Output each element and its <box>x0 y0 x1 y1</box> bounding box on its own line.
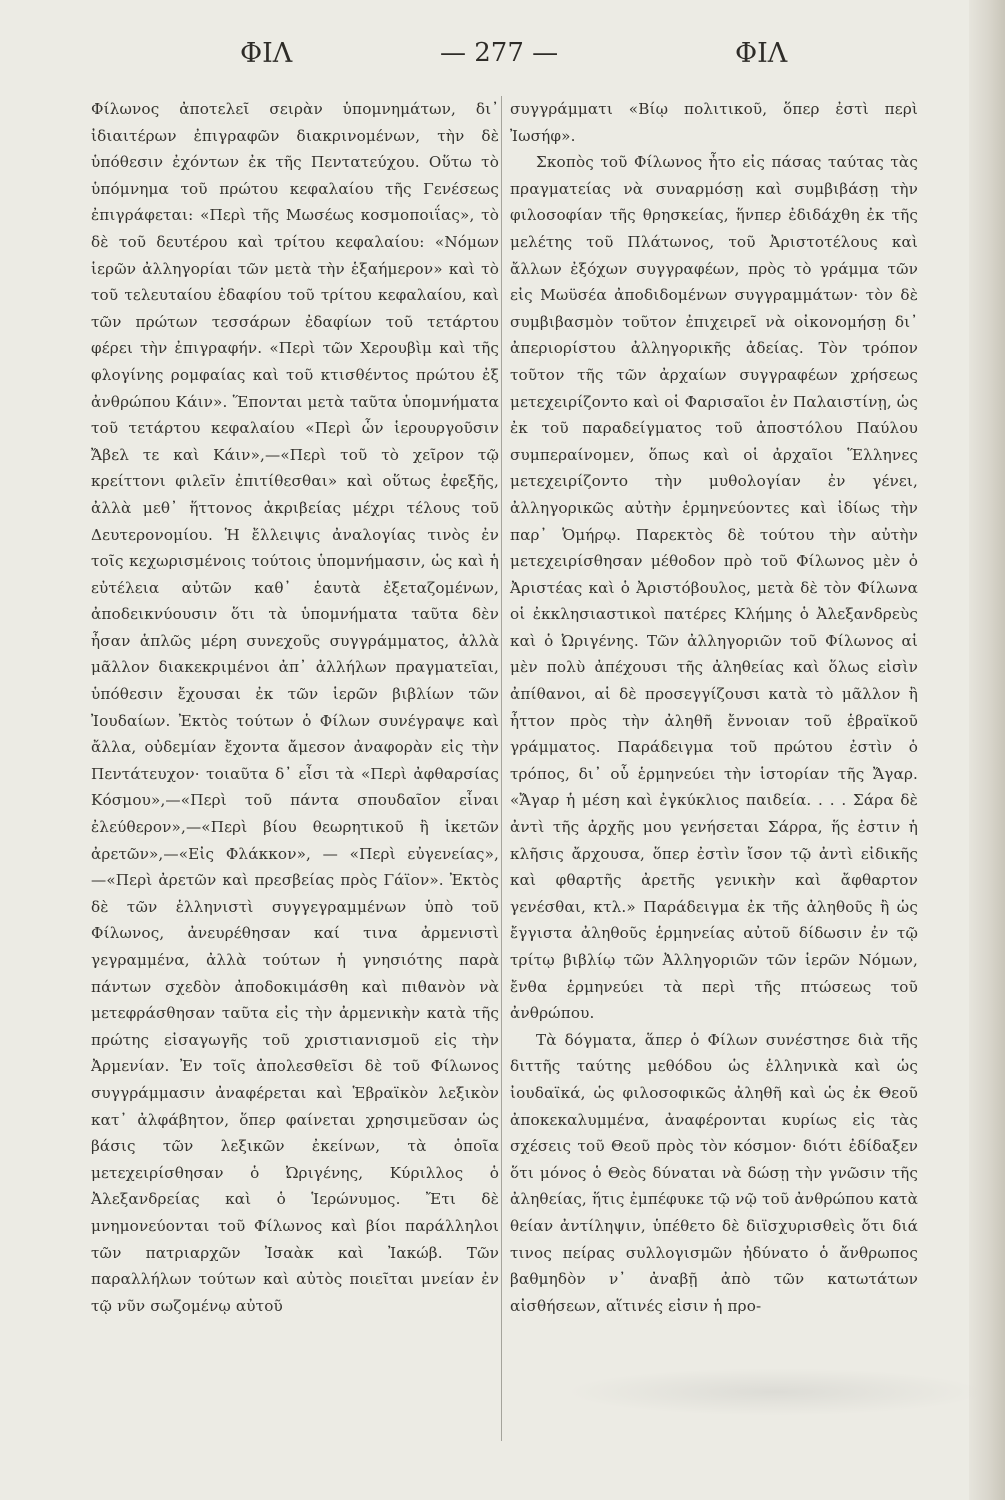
right-paragraph-2: Σκοπὸς τοῦ Φίλωνος ἦτο εἰς πάσας ταύτας τὰς πραγματείας νὰ συναρμόσῃ καὶ συμβιβάσῃ τὴν φιλοσοφίαν τῆς θρησκείας, ἥνπερ ἐδιδάχθη ἐκ τῆς μελέτης τοῦ Πλάτωνος, τοῦ Ἀριστοτέλους καὶ ἄλλων ἐξόχων συγγραφέων, πρὸς τὸ γράμμα τῶν εἰς Μωϋσέα ἀποδιδομένων συγγραμμάτων· τὸν δὲ συμβιβασμὸν τοῦτον ἐπιχειρεῖ νὰ οἰκονομήσῃ δι᾿ ἀπεριορίστου ἀλληγορικῆς ἀδείας. Τὸν τρόπον τοῦτον τῆς τῶν ἀρχαίων συγγραφέων χρήσεως μετεχειρίζοντο καὶ οἱ Φαρισαῖοι ἐν Παλαιστίνῃ, ὡς ἐκ τοῦ παραδείγματος τοῦ ἀποστόλου Παύλου συμπεραίνομεν, ὅπως καὶ οἱ ἀρχαῖοι Ἕλληνες μετεχειρίζοντο τὴν μυθολογίαν ἐν γένει, ἀλληγορικῶς αὐτὴν ἑρμηνεύοντες καὶ ἰδίως τὴν παρ᾿ Ὁμήρῳ. Παρεκτὸς δὲ τούτου τὴν αὐτὴν μετεχειρίσθησαν μέθοδον πρὸ τοῦ Φίλωνος μὲν ὁ Ἀριστέας καὶ ὁ Ἀριστόβουλος, μετὰ δὲ τὸν Φίλωνα οἱ ἐκκλησιαστικοὶ πατέρες Κλήμης ὁ Ἀλεξανδρεὺς καὶ ὁ Ὠριγένης. Τῶν ἀλληγοριῶν τοῦ Φίλωνος αἱ μὲν πολὺ ἀπέχουσι τῆς ἀληθείας καὶ ὅλως εἰσὶν ἀπίθανοι, αἱ δὲ προσεγγίζουσι κατὰ τὸ μᾶλλον ἢ ἧττον πρὸς τὴν ἀληθῆ ἔννοιαν τοῦ ἑβραϊκοῦ γράμματος. Παράδειγμα τοῦ πρώτου ἐστὶν ὁ τρόπος, δι᾿ οὗ ἑρμηνεύει τὴν ἱστορίαν τῆς Ἄγαρ. «Ἄγαρ ἡ μέση καὶ ἐγκύκλιος παιδεία. . . . Σάρα δὲ ἀντὶ τῆς ἀρχῆς μου γενήσεται Σάρρα, ἥς ἐστιν ἡ κλῆσις ἄρχουσα, ὅπερ ἐστὶν ἴσον τῷ ἀντὶ εἰδικῆς καὶ φθαρτῆς ἀρετῆς γενικὴν καὶ ἄφθαρτον γενέσθαι, κτλ.» Παράδειγμα ἐκ τῆς ἀληθοῦς ἢ ὡς ἔγγιστα ἀληθοῦς ἑρμηνείας αὐτοῦ δίδωσιν ἐν τῷ τρίτῳ βιβλίῳ τῶν Ἀλληγοριῶν τῶν ἱερῶν Νόμων, ἔνθα ἑρμηνεύει τὰ περὶ τῆς πτώσεως τοῦ ἀνθρώπου. <box>510 153 918 1023</box>
header-left-abbreviation: ΦΙΛ <box>240 38 293 69</box>
left-column <box>91 96 499 1319</box>
right-paragraph-1: συγγράμματι «Βίῳ πολιτικοῦ, ὅπερ ἐστὶ περὶ Ἰωσήφ». <box>510 100 918 145</box>
left-paragraph-1: Φίλωνος ἀποτελεῖ σειρὰν ὑπομνημάτων, δι᾿ ἰδιαιτέρων ἐπιγραφῶν διακρινομένων, τὴν δὲ ὑπόθεσιν ἐχόντων ἐκ τῆς Πεντατεύχου. Οὕτω τὸ ὑπόμνημα τοῦ πρώτου κεφαλαίου τῆς Γενέσεως ἐπιγράφεται: «Περὶ τῆς Μωσέως κοσμοποιΐας», τὸ δὲ τοῦ δευτέρου καὶ τρίτου κεφαλαίου: «Νόμων ἱερῶν ἀλληγορίαι τῶν μετὰ τὴν ἑξαήμερον» καὶ τὸ τοῦ τελευταίου ἐδαφίου τοῦ τρίτου κεφαλαίου, καὶ τῶν πρώτων τεσσάρων ἐδαφίων τοῦ τετάρτου φέρει τὴν ἐπιγραφήν. «Περὶ τῶν Χερουβὶμ καὶ τῆς φλογίνης ρομφαίας καὶ τοῦ κτισθέντος πρώτου ἐξ ἀνθρώπου Κάιν». Ἕπονται μετὰ ταῦτα ὑπομνήματα τοῦ τετάρτου κεφαλαίου «Περὶ ὧν ἱερουργοῦσιν Ἄβελ τε καὶ Κάιν»,—«Περὶ τοῦ τὸ χεῖρον τῷ κρείττονι φιλεῖν ἐπιτίθεσθαι» καὶ οὕτως ἐφεξῆς, ἀλλὰ μεθ᾿ ἥττονος ἀκριβείας μέχρι τέλους τοῦ Δευτερονομίου. Ἡ ἔλλειψις ἀναλογίας τινὸς ἐν τοῖς κεχωρισμένοις τούτοις ὑπομνήμασιν, ὡς καὶ ἡ εὐτέλεια αὐτῶν καθ᾿ ἑαυτὰ ἐξεταζομένων, ἀποδεικνύουσιν ὅτι τὰ ὑπομνήματα ταῦτα δὲν ἦσαν ἁπλῶς μέρη συνεχοῦς συγγράμματος, ἀλλὰ μᾶλλον διακεκριμένοι ἀπ᾿ ἀλλήλων πραγματεῖαι, ὑπόθεσιν ἔχουσαι ἐκ τῶν ἱερῶν βιβλίων τῶν Ἰουδαίων. Ἐκτὸς τούτων ὁ Φίλων συνέγραψε καὶ ἄλλα, οὐδεμίαν ἔχοντα ἄμεσον ἀναφορὰν εἰς τὴν Πεντάτευχον· τοιαῦτα δ᾿ εἶσι τὰ «Περὶ ἀφθαρσίας Κόσμου»,—«Περὶ τοῦ πάντα σπουδαῖον εἶναι ἐλεύθερον»,—«Περὶ βίου θεωρητικοῦ ἢ ἱκετῶν ἀρετῶν»,—«Εἰς Φλάκκον», — «Περὶ εὐγενείας»,—«Περὶ ἀρετῶν καὶ πρεσβείας πρὸς Γάϊον». Ἐκτὸς δὲ τῶν ἑλληνιστὶ συγγεγραμμένων ὑπὸ τοῦ Φίλωνος, ἀνευρέθησαν καί τινα ἀρμενιστὶ γεγραμμένα, ἀλλὰ τούτων ἡ γνησιότης παρὰ πάντων σχεδὸν ἀποδοκιμάσθη καὶ πιθανὸν νὰ μετεφράσθησαν ταῦτα εἰς τὴν ἀρμενικὴν κατὰ τῆς πρώτης εἰσαγωγῆς τοῦ χριστιανισμοῦ εἰς τὴν Ἀρμενίαν. Ἐν τοῖς ἀπολεσθεῖσι δὲ τοῦ Φίλωνος συγγράμμασιν ἀναφέρεται καὶ Ἑβραϊκὸν λεξικὸν κατ᾿ ἀλφάβητον, ὅπερ φαίνεται χρησιμεῦσαν ὡς βάσις τῶν λεξικῶν ἐκείνων, τὰ ὁποῖα μετεχειρίσθησαν ὁ Ὠριγένης, Κύριλλος ὁ Ἀλεξανδρείας καὶ ὁ Ἱερώνυμος. Ἔτι δὲ μνημονεύονται τοῦ Φίλωνος καὶ βίοι παράλληλοι τῶν πατριαρχῶν Ἰσαὰκ καὶ Ἰακώβ. Τῶν παραλλήλων τούτων καὶ αὐτὸς ποιεῖται μνείαν ἐν τῷ νῦν σωζομένῳ αὐτοῦ <box>91 100 499 1315</box>
right-column <box>510 96 918 1319</box>
right-paragraph-3: Τὰ δόγματα, ἅπερ ὁ Φίλων συνέστησε διὰ τῆς διττῆς ταύτης μεθόδου ὡς ἑλληνικὰ καὶ ὡς ἰουδαϊκά, ὡς φιλοσοφικῶς ἀληθῆ καὶ ὡς ἐκ Θεοῦ ἀποκεκαλυμμένα, ἀναφέρονται κυρίως εἰς τὰς σχέσεις τοῦ Θεοῦ πρὸς τὸν κόσμον· διότι ἐδίδαξεν ὅτι μόνος ὁ Θεὸς δύναται νὰ δώσῃ τὴν γνῶσιν τῆς ἀληθείας, ἥτις ἐμπέφυκε τῷ νῷ τοῦ ἀνθρώπου κατὰ θείαν ἀντίληψιν, ὑπέθετο δὲ διϊσχυρισθεὶς ὅτι διά τινος πείρας συλλογισμῶν ἠδύνατο ὁ ἄνθρωπος βαθμηδὸν ν᾿ ἀναβῇ ἀπὸ τῶν κατωτάτων αἰσθήσεων, αἵτινές εἰσιν ἡ προ- <box>510 1030 918 1315</box>
column-divider <box>501 96 502 1441</box>
header-right-abbreviation: ΦΙΛ <box>735 38 788 69</box>
page-number: — 277 — <box>440 38 559 68</box>
scan-smudge <box>565 1368 985 1416</box>
running-head <box>90 38 930 78</box>
page-edge-shadow <box>969 0 1005 1500</box>
